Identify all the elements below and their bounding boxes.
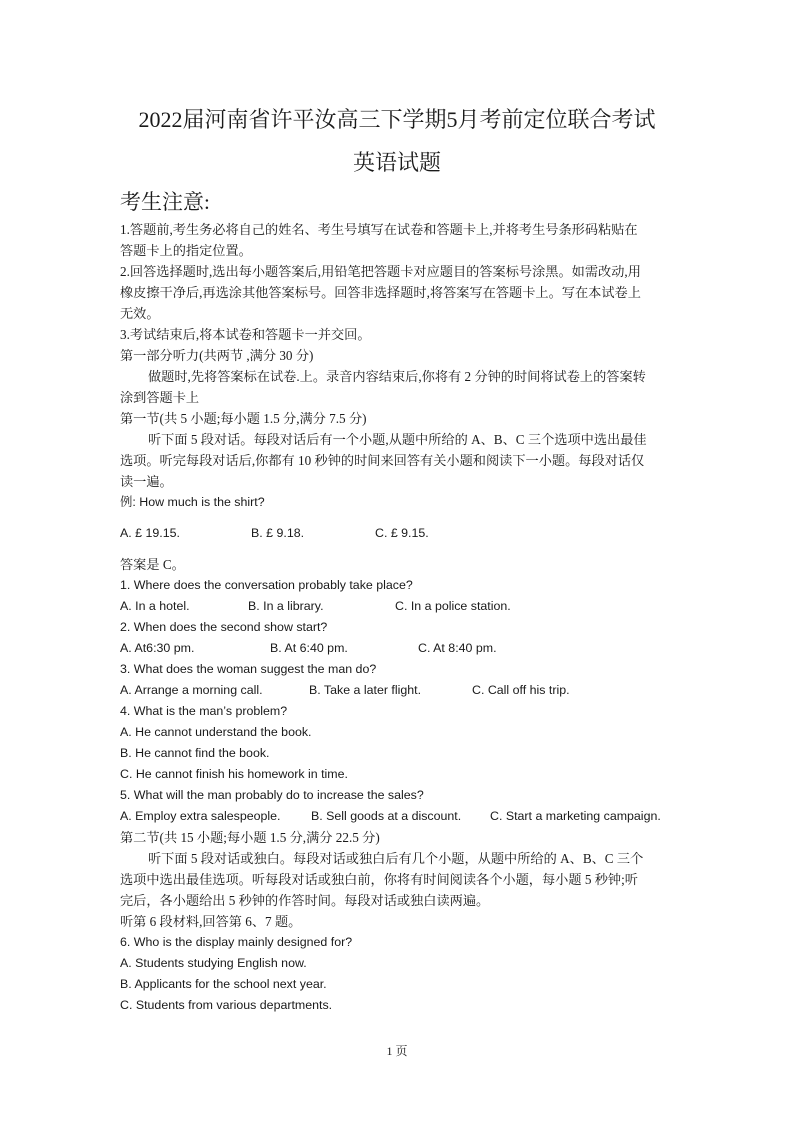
exam-subtitle: 英语试题 [352,150,441,175]
question-stem: 3. What does the woman suggest the man do? [120,662,377,676]
notice-line: 2.回答选择题时,选出每小题答案后,用铅笔把答题卡对应题目的答案标号涂黑。如需改动,用 [120,264,641,279]
part1-heading: 第一部分听力(共两节 ,满分 30 分) [120,348,314,363]
option-b: B. At 6:40 pm. [270,641,348,655]
option-c: C. £ 9.15. [375,526,429,540]
example-question: 例: How much is the shirt? [120,495,265,509]
notice-line: 无效。 [120,306,160,321]
option-b: B. In a library. [248,599,324,613]
option-b: B. £ 9.18. [251,526,305,540]
notice-line: 1.答题前,考生务必将自己的姓名、考生号填写在试卷和答题卡上,并将考生号条形码粘贴在 [120,222,638,237]
notice-line: 答题卡上的指定位置。 [120,243,252,258]
question-options [120,596,680,617]
section2-instructions-line: 选项中选出最佳选项。听每段对话或独白前，你将有时间阅读各个小题，每小题 5 秒钟;听 [120,872,638,887]
question-stem: 1. Where does the conversation probably take place? [120,578,413,592]
example-answer: 答案是 C。 [120,557,185,572]
part1-instructions-line: 涂到答题卡上 [120,390,200,405]
option-b: B. Take a later flight. [309,683,422,697]
option-c: C. Start a marketing campaign. [490,809,661,823]
question-option: A. He cannot understand the book. [120,725,312,739]
option-b: B. Sell goods at a discount. [311,809,462,823]
exam-title: 2022届河南省许平汝高三下学期5月考前定位联合考试 [138,107,656,132]
section2-instructions-line: 完后，各小题给出 5 秒钟的作答时间。每段对话或独白读两遍。 [120,893,490,908]
option-c: C. Call off his trip. [472,683,570,697]
question-option: B. He cannot find the book. [120,746,270,760]
question-stem: 6. Who is the display mainly designed for? [120,935,353,949]
option-a: A. Arrange a morning call. [120,683,263,697]
option-a: A. Employ extra salespeople. [120,809,281,823]
question-option: A. Students studying English now. [120,956,307,970]
question-stem: 5. What will the man probably do to increase the sales? [120,788,424,802]
option-c: C. At 8:40 pm. [418,641,497,655]
question-stem: 4. What is the man’s problem? [120,704,288,718]
notice-heading: 考生注意: [120,190,210,214]
section1-instructions-line: 听下面 5 段对话。每段对话后有一个小题,从题中所给的 A、B、C 三个选项中选出最佳 [148,432,647,447]
question-options [120,680,680,701]
option-a: A. In a hotel. [120,599,190,613]
section2-instructions-line: 听下面 5 段对话或独白。每段对话或独白后有几个小题，从题中所给的 A、B、C 三个 [148,851,644,866]
question-stem: 2. When does the second show start? [120,620,328,634]
page-number: 1 页 [386,1044,408,1058]
section2-heading: 第二节(共 15 小题;每小题 1.5 分,满分 22.5 分) [120,830,380,845]
part1-instructions-line: 做题时,先将答案标在试卷.上。录音内容结束后,你将有 2 分钟的时间将试卷上的答案转 [148,369,646,384]
question-options [120,806,680,827]
option-c: C. In a police station. [395,599,511,613]
notice-line: 橡皮擦干净后,再选涂其他答案标号。回答非选择题时,将答案写在答题卡上。写在本试卷上 [120,285,641,300]
option-a: A. At6:30 pm. [120,641,195,655]
section1-instructions-line: 读一遍。 [120,474,173,489]
example-options [120,523,680,544]
question-option: C. He cannot finish his homework in time. [120,767,348,781]
notice-line: 3.考试结束后,将本试卷和答题卡一并交回。 [120,327,371,342]
section1-heading: 第一节(共 5 小题;每小题 1.5 分,满分 7.5 分) [120,411,367,426]
section1-instructions-line: 选项。听完每段对话后,你都有 10 秒钟的时间来回答有关小题和阅读下一小题。每段对话仅 [120,453,645,468]
question-options [120,638,680,659]
option-a: A. £ 19.15. [120,526,180,540]
material-heading: 听第 6 段材料,回答第 6、7 题。 [120,914,302,929]
question-option: C. Students from various departments. [120,998,333,1012]
question-option: B. Applicants for the school next year. [120,977,327,991]
